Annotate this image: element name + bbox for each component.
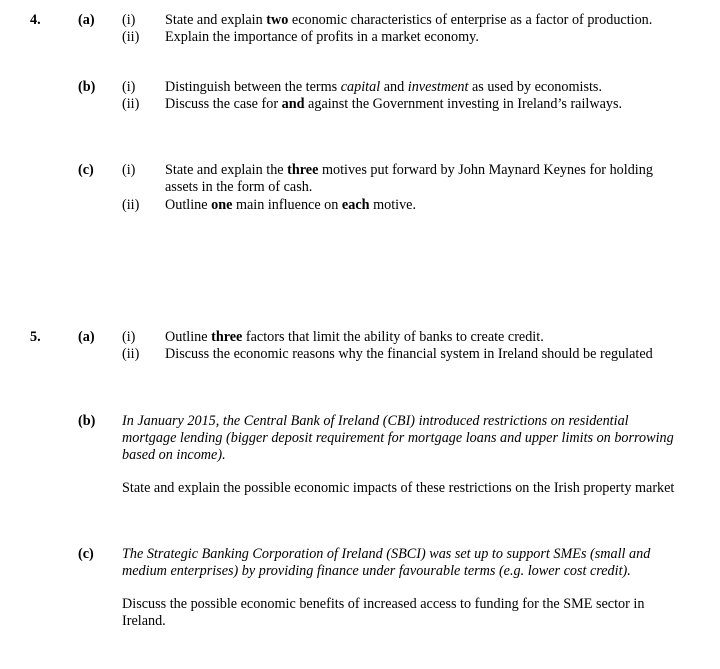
q5c-intro-line-1: The Strategic Banking Corporation of Ireland (SBCI) was set up to support SMEs (small and xyxy=(122,546,651,562)
q4b-item-2-number: (ii) xyxy=(122,96,140,112)
q5b-intro-line-1: In January 2015, the Central Bank of Ireland (CBI) introduced restrictions on residential xyxy=(122,413,629,429)
question-5-number: 5. xyxy=(30,329,41,345)
question-4-number: 4. xyxy=(30,12,41,28)
q4a-item-1-number: (i) xyxy=(122,12,136,28)
q5c-question-line-1: Discuss the possible economic benefits of increased access to funding for the SME sector in xyxy=(122,596,645,612)
q4-part-c-label: (c) xyxy=(78,162,94,178)
q4a-item-2-number: (ii) xyxy=(122,29,140,45)
q4b-item-2-text: Discuss the case for and against the Government investing in Ireland’s railways. xyxy=(165,96,623,112)
q5-part-c-label: (c) xyxy=(78,546,94,562)
q4c-item-1-text: State and explain the three motives put forward by John Maynard Keynes for holding xyxy=(165,162,653,178)
q5b-intro-line-3: based on income). xyxy=(122,447,226,463)
q5c-intro-line-2: medium enterprises) by providing finance under favourable terms (e.g. lower cost credit). xyxy=(122,563,631,579)
q5a-item-1-number: (i) xyxy=(122,329,136,345)
q4c-item-1-number: (i) xyxy=(122,162,136,178)
q4a-item-1-text: State and explain two economic characteristics of enterprise as a factor of production. xyxy=(165,12,653,28)
q5a-item-2-number: (ii) xyxy=(122,346,140,362)
q4b-item-1-number: (i) xyxy=(122,79,136,95)
q4c-item-2-text: Outline one main influence on each motive. xyxy=(165,197,417,213)
q5-part-a-label: (a) xyxy=(78,329,95,345)
q5b-intro-line-2: mortgage lending (bigger deposit requirement for mortgage loans and upper limits on borrowing xyxy=(122,430,674,446)
q5-part-b-label: (b) xyxy=(78,413,96,429)
q5a-item-1-text: Outline three factors that limit the ability of banks to create credit. xyxy=(165,329,544,345)
q4-part-b-label: (b) xyxy=(78,79,96,95)
q4b-item-1-text: Distinguish between the terms capital and investment as used by economists. xyxy=(165,79,603,95)
q4a-item-2-text: Explain the importance of profits in a market economy. xyxy=(165,29,479,45)
q5b-question: State and explain the possible economic impacts of these restrictions on the Irish property market xyxy=(122,480,675,496)
q5a-item-2-text: Discuss the economic reasons why the financial system in Ireland should be regulated xyxy=(165,346,653,362)
q4-part-a-label: (a) xyxy=(78,12,95,28)
q4c-item-1-text-line2: assets in the form of cash. xyxy=(165,179,313,195)
q5c-question-line-2: Ireland. xyxy=(122,613,166,629)
q4c-item-2-number: (ii) xyxy=(122,197,140,213)
